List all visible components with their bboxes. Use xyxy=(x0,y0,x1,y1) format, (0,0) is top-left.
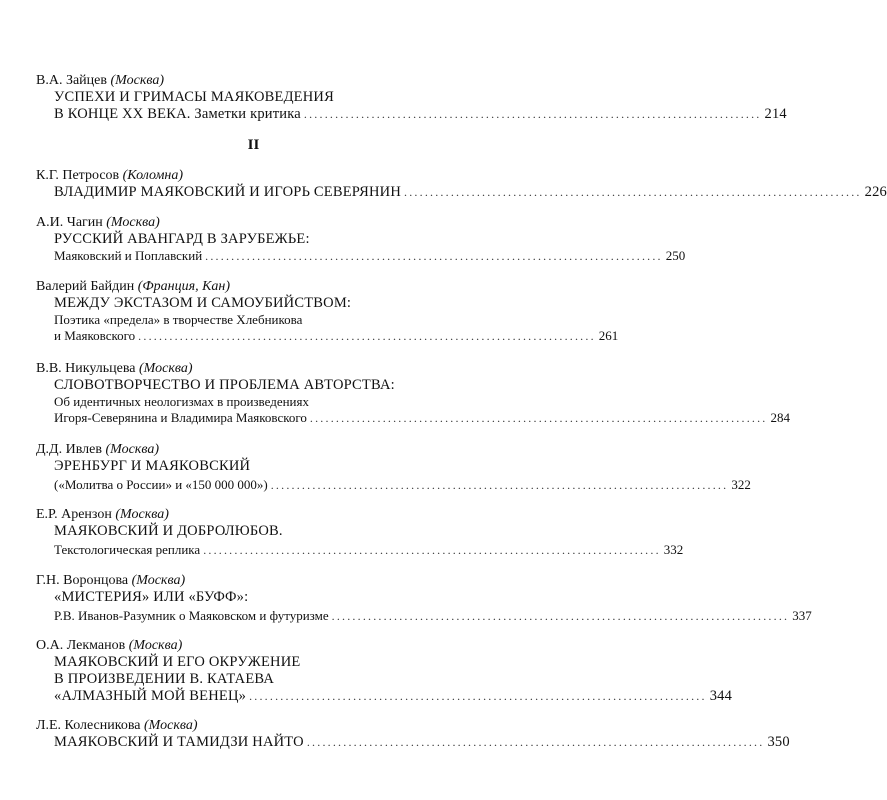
page-number: 350 xyxy=(767,734,790,750)
entry-title: МАЯКОВСКИЙ И ДОБРОЛЮБОВ. xyxy=(54,523,283,539)
page-number: 322 xyxy=(731,477,751,492)
entry-title: РУССКИЙ АВАНГАРД В ЗАРУБЕЖЬЕ: xyxy=(54,231,310,247)
entry-title-last-line: В КОНЦЕ XX ВЕКА. Заметки критика ........................................................................................ 214 xyxy=(54,106,787,122)
entry-title: В ПРОИЗВЕДЕНИИ В. КАТАЕВА xyxy=(54,671,275,687)
toc-entry xyxy=(36,72,787,123)
toc-entry xyxy=(36,506,684,558)
page-number: 284 xyxy=(770,410,790,425)
toc-entry xyxy=(36,360,790,426)
entry-title-last-line: ВЛАДИМИР МАЯКОВСКИЙ И ИГОРЬ СЕВЕРЯНИН ........................................................................................ 226 xyxy=(54,184,887,200)
entry-title: ЭРЕНБУРГ И МАЯКОВСКИЙ xyxy=(54,458,251,474)
entry-title: МАЯКОВСКИЙ И ЕГО ОКРУЖЕНИЕ xyxy=(54,654,301,670)
entry-author: О.А. Лекманов (Москва) xyxy=(36,638,183,653)
entry-subtitle: Поэтика «предела» в творчестве Хлебникова xyxy=(54,312,303,327)
entry-author: Е.Р. Арензон (Москва) xyxy=(36,507,169,522)
entry-title-last-line: МАЯКОВСКИЙ И ТАМИДЗИ НАЙТО ........................................................................................ 350 xyxy=(54,734,790,750)
entry-author: К.Г. Петросов (Коломна) xyxy=(36,168,184,183)
entry-subtitle-last-line: Текстологическая реплика ........................................................................................ 332 xyxy=(54,542,684,557)
page-number: 261 xyxy=(598,328,619,343)
page-number: 332 xyxy=(663,542,684,557)
entry-subtitle-last-line: и Маяковского ........................................................................................ 261 xyxy=(54,328,619,343)
entry-author: Д.Д. Ивлев (Москва) xyxy=(36,442,159,457)
entry-title: УСПЕХИ И ГРИМАСЫ МАЯКОВЕДЕНИЯ xyxy=(54,89,334,105)
entry-subtitle-last-line: («Молитва о России» и «150 000 000») ........................................................................................ 322 xyxy=(54,477,751,492)
page-number: 344 xyxy=(709,688,733,704)
toc-entry xyxy=(36,717,790,751)
entry-author: Валерий Байдин (Франция, Кан) xyxy=(36,279,230,294)
entry-author: Г.Н. Воронцова (Москва) xyxy=(36,573,186,588)
entry-subtitle-last-line: Р.В. Иванов-Разумник о Маяковском и футуризме ........................................................................................ 337 xyxy=(54,608,812,623)
toc-entry xyxy=(36,637,733,705)
page-number: 250 xyxy=(665,248,686,263)
page-number: 214 xyxy=(764,106,787,122)
toc-entry xyxy=(36,441,751,493)
section-heading: II xyxy=(247,137,260,153)
toc-entry xyxy=(36,167,887,201)
toc-entry xyxy=(36,278,619,344)
page-number: 337 xyxy=(792,608,812,623)
entry-subtitle: Об идентичных неологизмах в произведениях xyxy=(54,394,309,409)
entry-author: А.И. Чагин (Москва) xyxy=(36,215,160,230)
entry-author: В.А. Зайцев (Москва) xyxy=(36,73,165,88)
toc-entry xyxy=(36,572,812,624)
entry-subtitle-last-line: Игоря-Северянина и Владимира Маяковского ........................................................................................ 284 xyxy=(54,410,790,425)
entry-author: Л.Е. Колесникова (Москва) xyxy=(36,718,198,733)
toc-entry xyxy=(36,214,686,264)
entry-title-last-line: «АЛМАЗНЫЙ МОЙ ВЕНЕЦ» ........................................................................................ 344 xyxy=(54,688,733,704)
entry-title: СЛОВОТВОРЧЕСТВО И ПРОБЛЕМА АВТОРСТВА: xyxy=(54,377,395,393)
entry-author: В.В. Никульцева (Москва) xyxy=(36,361,193,376)
entry-subtitle-last-line: Маяковский и Поплавский ........................................................................................ 250 xyxy=(54,248,686,263)
page-number: 226 xyxy=(864,184,887,200)
entry-title: МЕЖДУ ЭКСТАЗОМ И САМОУБИЙСТВОМ: xyxy=(54,295,352,311)
entry-title: «МИСТЕРИЯ» ИЛИ «БУФФ»: xyxy=(54,589,249,605)
